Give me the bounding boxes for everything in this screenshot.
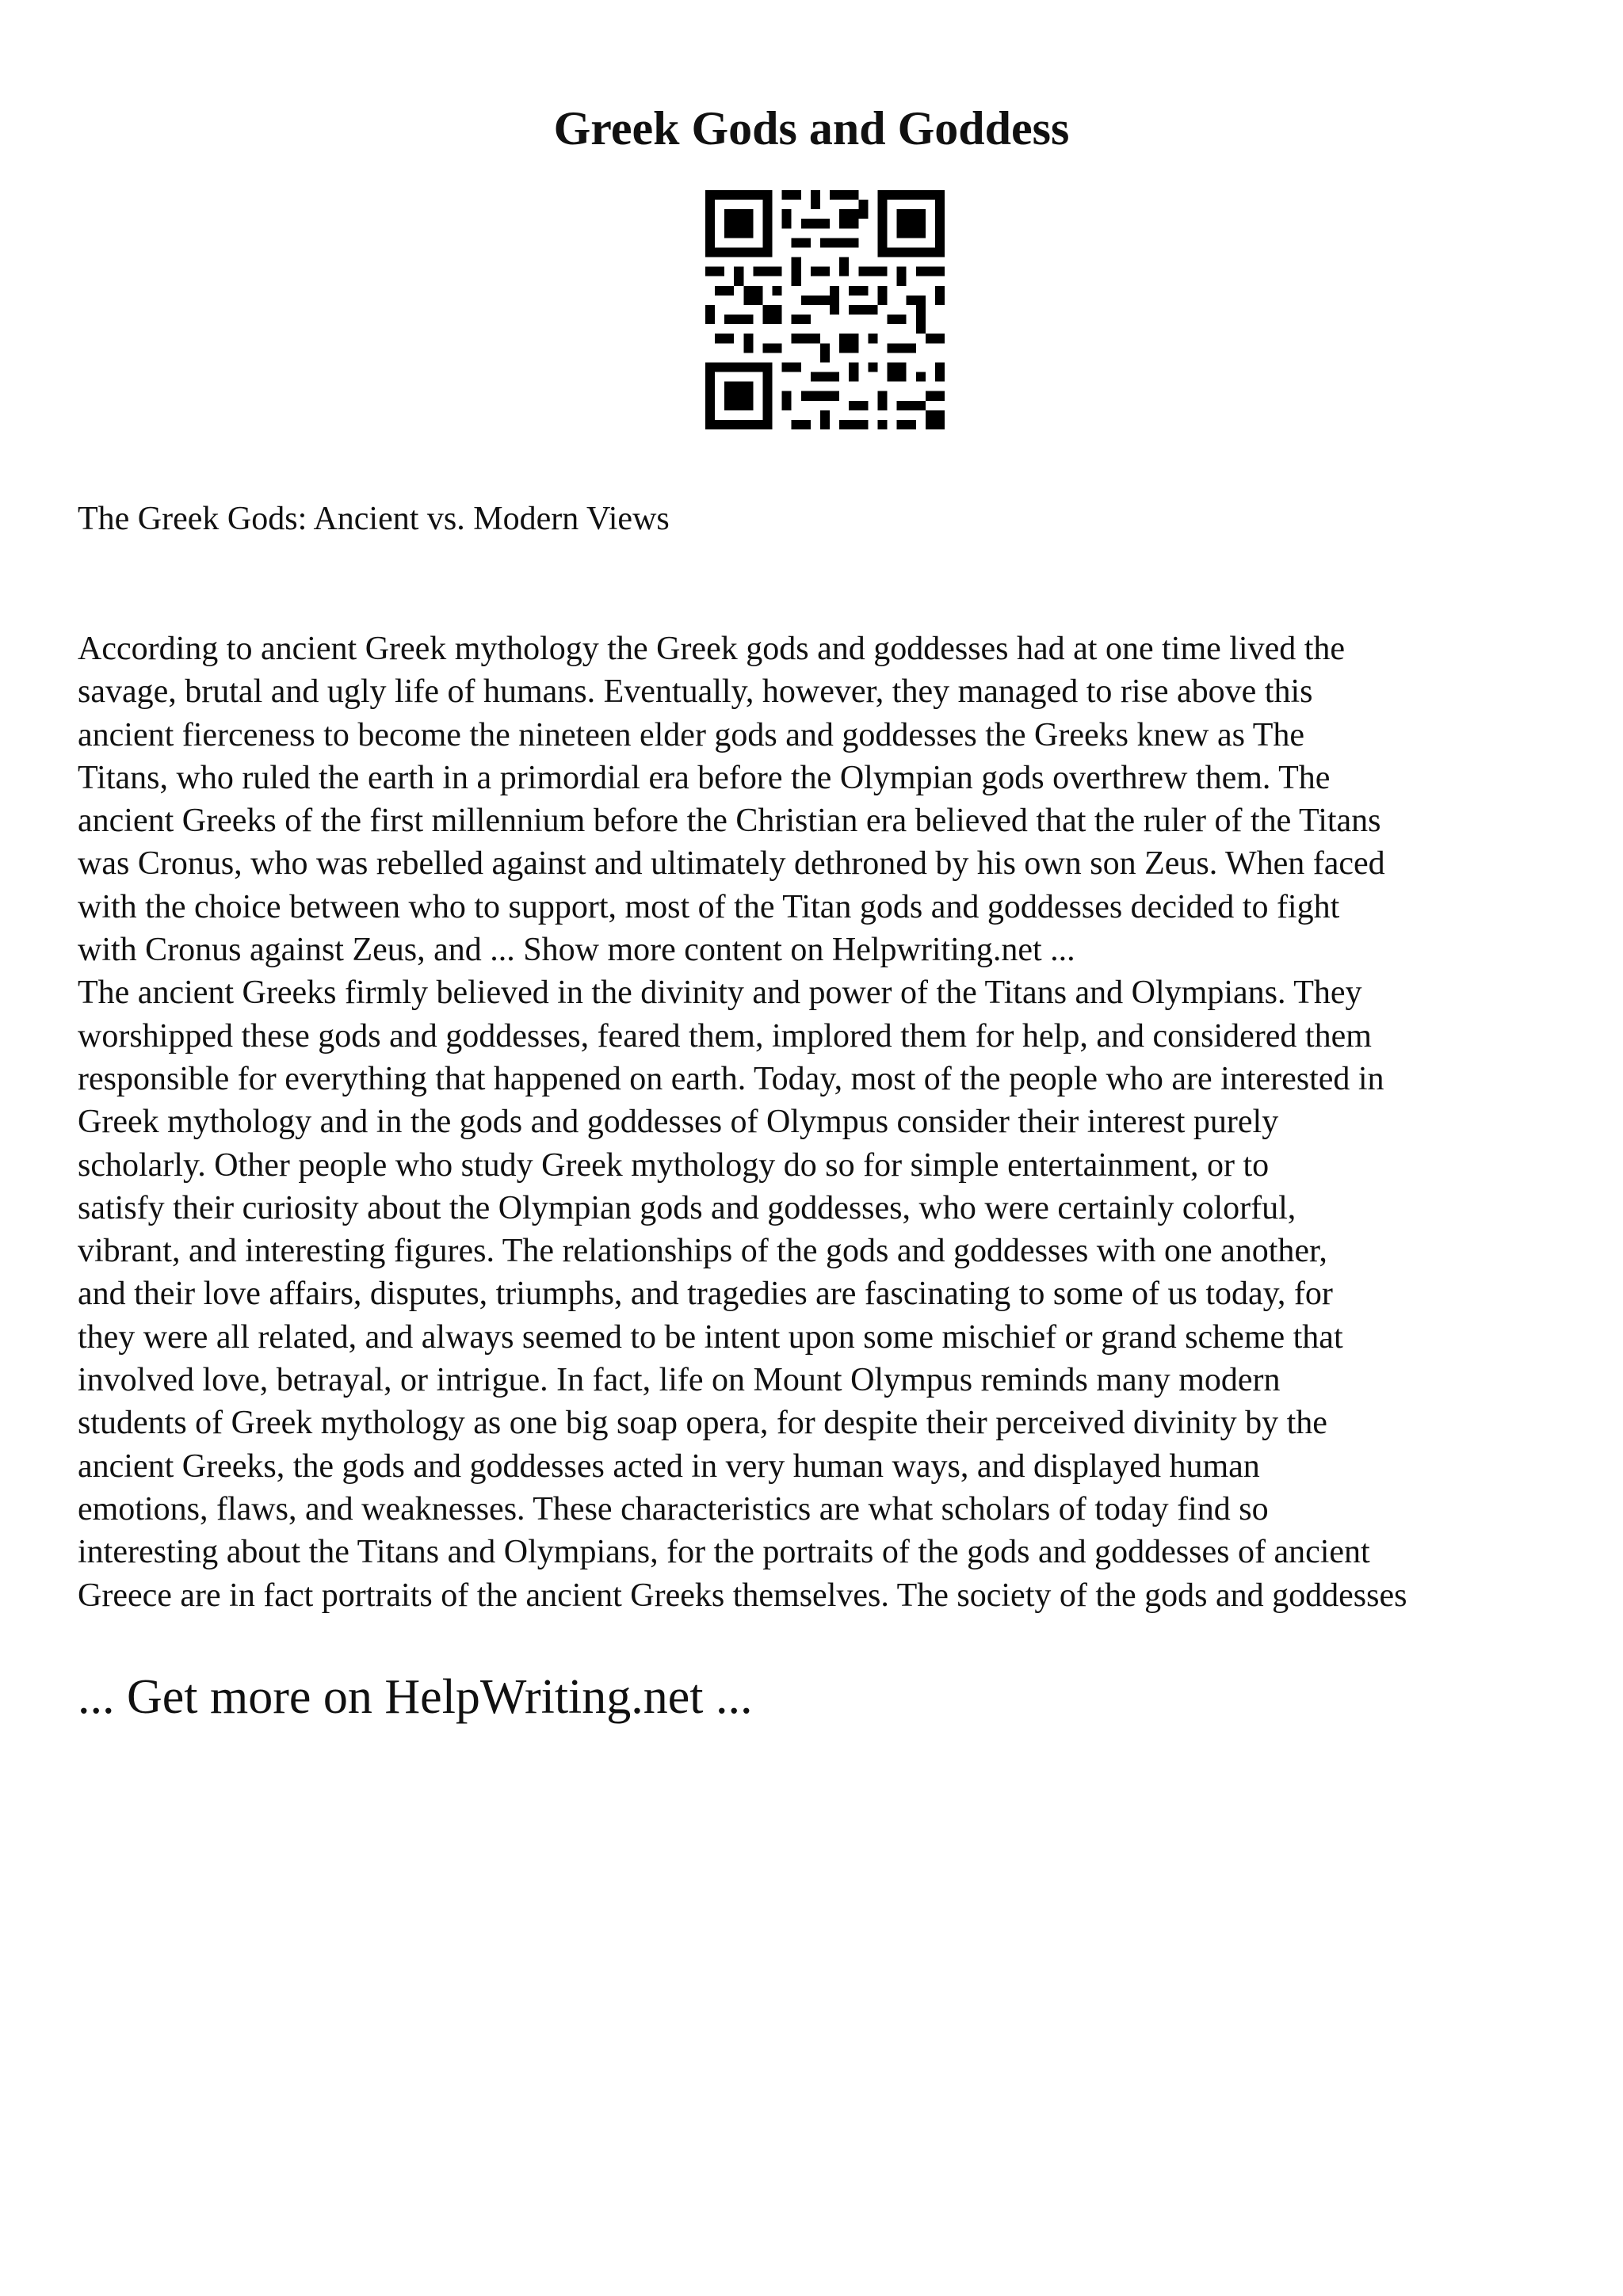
body-line: satisfy their curiosity about the Olympian gods and goddesses, who were certainly colorful, <box>78 1189 1296 1226</box>
body-line: According to ancient Greek mythology the Greek gods and goddesses had at one time lived the <box>78 631 1346 667</box>
body-line: savage, brutal and ugly life of humans. Eventually, however, they managed to rise above this <box>78 673 1313 711</box>
body-line: worshipped these gods and goddesses, feared them, implored them for help, and considered them <box>78 1017 1372 1055</box>
body-line: ancient Greeks, the gods and goddesses acted in very human ways, and displayed human <box>78 1447 1260 1485</box>
body-line: interesting about the Titans and Olympians, for the portraits of the gods and goddesses of ancient <box>78 1534 1370 1571</box>
body-line: vibrant, and interesting figures. The relationships of the gods and goddesses with one another, <box>78 1233 1327 1270</box>
body-line: Titans, who ruled the earth in a primordial era before the Olympian gods overthrew them. The <box>78 759 1331 796</box>
body-line: emotions, flaws, and weaknesses. These characteristics are what scholars of today find so <box>78 1490 1269 1527</box>
qr-code-icon <box>705 190 945 429</box>
document-body <box>78 627 1553 1617</box>
heading-line: Ancient vs. Modern Views <box>313 501 670 537</box>
body-line: ancient fierceness to become the nineteen elder gods and goddesses the Greeks knew as The <box>78 716 1304 753</box>
body-line: with the choice between who to support, most of the Titan gods and goddesses decided to fight <box>78 888 1340 925</box>
body-line: involved love, betrayal, or intrigue. In fact, life on Mount Olympus reminds many modern <box>78 1362 1281 1399</box>
body-line: ancient Greeks of the first millennium before the Christian era believed that the ruler of the Titans <box>78 803 1381 840</box>
body-line: and their love affairs, disputes, triumphs, and tragedies are fascinating to some of us today, for <box>78 1276 1333 1313</box>
body-line: Greek mythology and in the gods and goddesses of Olympus consider their interest purely <box>78 1104 1279 1141</box>
document-title: Greek Gods and Goddess <box>553 102 1070 154</box>
body-line: The ancient Greeks firmly believed in the divinity and power of the Titans and Olympians. They <box>78 974 1362 1012</box>
get-more-link[interactable]: ... Get more on HelpWriting.net ... <box>78 1670 753 1724</box>
body-line: responsible for everything that happened on earth. Today, most of the people who are interested in <box>78 1060 1384 1097</box>
document-heading <box>78 498 1552 540</box>
body-line: was Cronus, who was rebelled against and ultimately dethroned by his own son Zeus. When faced <box>78 845 1385 883</box>
body-line: scholarly. Other people who study Greek mythology do so for simple entertainment, or to <box>78 1146 1270 1184</box>
body-line: students of Greek mythology as one big soap opera, for despite their perceived divinity by the <box>78 1405 1327 1442</box>
body-line: with Cronus against Zeus, and ... Show more content on Helpwriting.net ... <box>78 932 1075 969</box>
body-line: they were all related, and always seemed to be intent upon some mischief or grand scheme that <box>78 1318 1343 1356</box>
heading-line: The Greek Gods: <box>78 501 307 537</box>
body-line: Greece are in fact portraits of the ancient Greeks themselves. The society of the gods and goddesses <box>78 1577 1407 1614</box>
